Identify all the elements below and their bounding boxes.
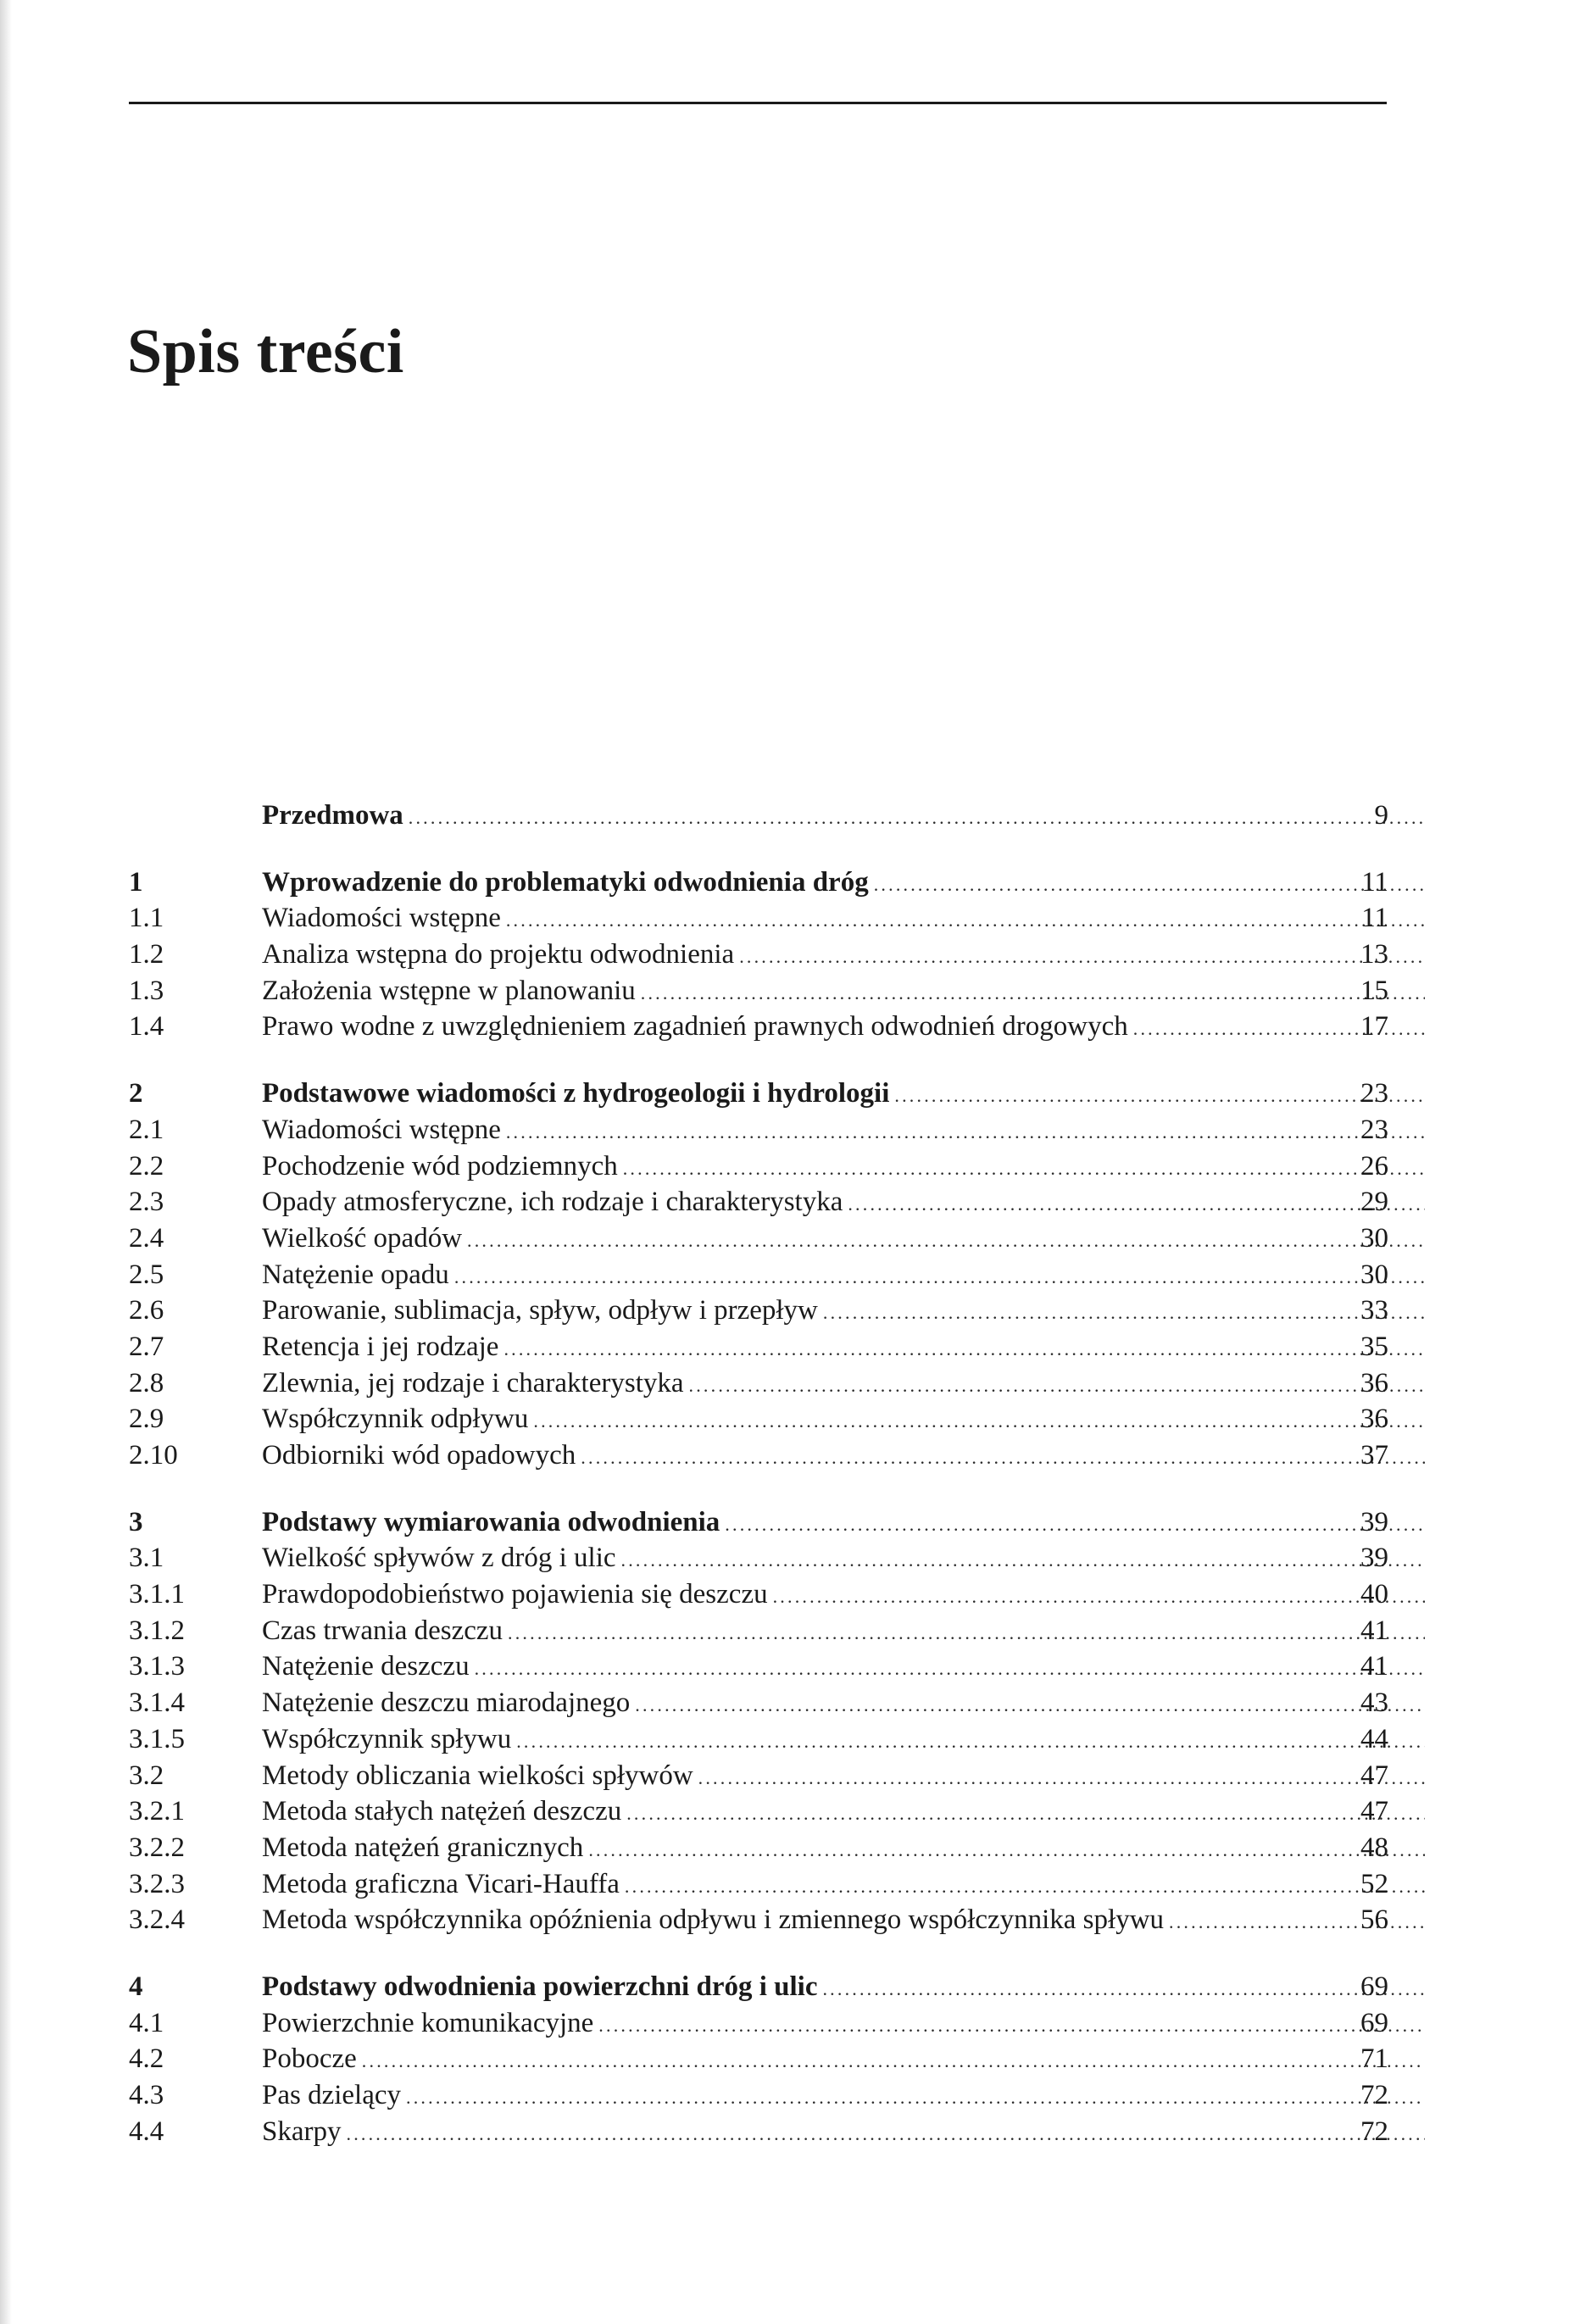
toc-section-row[interactable] (129, 2041, 1388, 2077)
toc-entry (262, 1076, 1425, 1115)
toc-chapter-row[interactable] (129, 1969, 1388, 2005)
toc-section-number: 4.3 (129, 2080, 164, 2110)
toc-page-number: 39 (1360, 1506, 1388, 1537)
toc-entry-title: Natężenie deszczu (262, 1651, 470, 1682)
toc-entry (262, 1184, 1425, 1223)
toc-page-number: 52 (1360, 1868, 1388, 1899)
toc-entry (262, 2005, 1425, 2044)
toc-entry (262, 1293, 1425, 1332)
toc-page-number: 11 (1361, 903, 1388, 934)
toc-entry (262, 1613, 1425, 1652)
toc-entry-title: Pobocze (262, 2043, 357, 2075)
toc-section-number: 3.1.2 (129, 1615, 185, 1646)
toc-section-number: 2.3 (129, 1187, 164, 1218)
dot-leader (739, 939, 1425, 976)
toc-entry (262, 1793, 1425, 1832)
toc-section-row[interactable] (129, 1184, 1388, 1220)
toc-section-row[interactable] (129, 1009, 1388, 1045)
toc-page-number: 26 (1360, 1150, 1388, 1181)
toc-page-number: 44 (1360, 1723, 1388, 1754)
toc-section-number: 3 (129, 1506, 143, 1537)
toc-section-number: 4.4 (129, 2116, 164, 2147)
table-of-contents (129, 798, 1388, 2149)
toc-entry (262, 865, 1425, 903)
toc-section-row[interactable] (129, 1721, 1388, 1758)
toc-section-number: 1 (129, 866, 143, 898)
toc-page-number: 47 (1360, 1760, 1388, 1791)
toc-page-number: 13 (1360, 939, 1388, 970)
toc-chapter-row[interactable] (129, 1504, 1388, 1541)
toc-section-number: 3.1.3 (129, 1651, 185, 1682)
toc-page-number: 40 (1360, 1579, 1388, 1610)
toc-entry-title: Prawo wodne z uwzględnieniem zagadnień prawnych odwodnień drogowych (262, 1011, 1128, 1042)
toc-entry-title: Wiadomości wstępne (262, 903, 501, 934)
toc-entry (262, 2114, 1425, 2153)
dot-leader (641, 976, 1425, 1012)
toc-page-number: 72 (1360, 2116, 1388, 2147)
toc-section-row[interactable] (129, 1220, 1388, 1257)
dot-leader (623, 1151, 1425, 1187)
toc-entry (262, 1830, 1425, 1869)
toc-page-number: 47 (1360, 1796, 1388, 1827)
toc-entry-title: Analiza wstępna do projektu odwodnienia (262, 939, 735, 970)
toc-entry-title: Podstawy odwodnienia powierzchni dróg i ulic (262, 1971, 818, 2002)
toc-entry-title: Skarpy (262, 2116, 342, 2147)
toc-entry-title: Retencja i jej rodzaje (262, 1331, 499, 1362)
toc-entry-title: Współczynnik odpływu (262, 1404, 529, 1435)
toc-page-number: 39 (1360, 1543, 1388, 1574)
toc-entry-title: Wielkość opadów (262, 1222, 463, 1254)
toc-page-number: 35 (1360, 1331, 1388, 1362)
dot-leader (598, 2008, 1425, 2044)
toc-section-row[interactable] (129, 1866, 1388, 1903)
dot-leader (347, 2116, 1426, 2153)
toc-page-number: 72 (1360, 2080, 1388, 2110)
toc-section-number: 3.1.5 (129, 1723, 185, 1754)
toc-section-number: 1.3 (129, 975, 164, 1006)
toc-section-row[interactable] (129, 1613, 1388, 1649)
toc-entry-title: Powierzchnie komunikacyjne (262, 2007, 594, 2038)
toc-entry (262, 1685, 1425, 1724)
toc-page-number: 23 (1360, 1114, 1388, 1145)
toc-entry (262, 1112, 1425, 1151)
toc-section-row[interactable] (129, 1148, 1388, 1185)
toc-entry (262, 2077, 1425, 2116)
dot-leader (823, 1295, 1425, 1332)
dot-leader (506, 1115, 1425, 1151)
dot-leader (454, 1259, 1425, 1296)
toc-section-number: 4.1 (129, 2007, 164, 2038)
toc-page-number: 48 (1360, 1832, 1388, 1863)
toc-entry (262, 1437, 1425, 1476)
toc-section-row[interactable] (129, 2005, 1388, 2042)
toc-page-number: 69 (1360, 2007, 1388, 2038)
dot-leader (848, 1187, 1425, 1223)
toc-section-row[interactable] (129, 2114, 1388, 2150)
dot-leader (406, 2080, 1425, 2116)
dot-leader (588, 1832, 1425, 1869)
toc-page-number: 9 (1374, 800, 1388, 831)
toc-entry-title: Metoda graficzna Vicari-Hauffa (262, 1868, 620, 1899)
toc-section-number: 3.1.1 (129, 1579, 185, 1610)
toc-chapter-row[interactable] (129, 865, 1388, 901)
toc-section-row[interactable] (129, 1293, 1388, 1329)
toc-page-number: 15 (1360, 975, 1388, 1006)
toc-section-number: 2.2 (129, 1150, 164, 1181)
dot-leader (506, 903, 1425, 939)
toc-entry (262, 1365, 1425, 1404)
toc-entry-title: Wiadomości wstępne (262, 1114, 501, 1145)
toc-chapter-row[interactable] (129, 1076, 1388, 1112)
toc-entry-title: Prawdopodobieństwo pojawienia się deszczu (262, 1579, 768, 1610)
toc-section-number: 3.1.4 (129, 1687, 185, 1719)
toc-page-number: 36 (1360, 1404, 1388, 1435)
dot-leader (467, 1223, 1425, 1259)
toc-section-number: 1.1 (129, 903, 164, 934)
toc-section-row[interactable] (129, 1902, 1388, 1938)
toc-entry-title: Natężenie deszczu miarodajnego (262, 1687, 631, 1719)
page-title: Spis treści (127, 317, 404, 386)
toc-entry-title: Podstawowe wiadomości z hydrogeologii i hydrologii (262, 1078, 890, 1109)
toc-entry-title: Pas dzielący (262, 2080, 402, 2110)
dot-leader (475, 1651, 1425, 1687)
toc-entry-title: Współczynnik spływu (262, 1723, 512, 1754)
toc-page-number: 17 (1360, 1011, 1388, 1042)
toc-section-number: 3.2 (129, 1760, 164, 1791)
toc-section-row[interactable] (129, 1685, 1388, 1721)
toc-entry (262, 1257, 1425, 1296)
dot-leader (362, 2043, 1425, 2080)
toc-page-number: 11 (1361, 866, 1388, 898)
dot-leader (725, 1507, 1425, 1543)
dot-leader (773, 1579, 1425, 1615)
toc-entry (262, 2041, 1425, 2080)
toc-entry-title: Metody obliczania wielkości spływów (262, 1760, 693, 1791)
toc-section-number: 1.4 (129, 1011, 164, 1042)
toc-chapter-row[interactable] (129, 798, 1388, 834)
toc-section-row[interactable] (129, 1401, 1388, 1437)
toc-entry-title: Założenia wstępne w planowaniu (262, 975, 636, 1006)
dot-leader (625, 1869, 1425, 1905)
toc-entry (262, 973, 1425, 1012)
toc-page-number: 71 (1360, 2043, 1388, 2075)
dot-leader (822, 1971, 1425, 2008)
toc-page-number: 30 (1360, 1222, 1388, 1254)
top-rule (129, 102, 1387, 104)
toc-entry (262, 1758, 1425, 1797)
toc-section-row[interactable] (129, 1112, 1388, 1148)
toc-section-number: 3.2.3 (129, 1868, 185, 1899)
toc-entry (262, 1401, 1425, 1440)
toc-entry (262, 1540, 1425, 1579)
toc-entry (262, 1148, 1425, 1187)
dot-leader (516, 1724, 1425, 1760)
toc-page-number: 69 (1360, 1971, 1388, 2002)
toc-section-number: 2.6 (129, 1295, 164, 1326)
toc-section-row[interactable] (129, 1365, 1388, 1402)
toc-entry-title: Metoda współczynnika opóźnienia odpływu i zmiennego współczynnika spływu (262, 1904, 1165, 1936)
toc-entry (262, 1648, 1425, 1687)
toc-entry-title: Zlewnia, jej rodzaje i charakterystyka (262, 1367, 684, 1398)
toc-page-number: 41 (1360, 1651, 1388, 1682)
toc-entry (262, 1329, 1425, 1368)
toc-section-row[interactable] (129, 900, 1388, 937)
toc-entry-title: Metoda stałych natężeń deszczu (262, 1796, 622, 1827)
dot-leader (894, 1078, 1425, 1115)
dot-leader (626, 1796, 1425, 1832)
toc-entry-title: Opady atmosferyczne, ich rodzaje i charakterystyka (262, 1187, 843, 1218)
toc-page-number: 29 (1360, 1187, 1388, 1218)
toc-entry-title: Odbiorniki wód opadowych (262, 1440, 576, 1471)
toc-entry (262, 900, 1425, 939)
dot-leader (533, 1404, 1425, 1440)
dot-leader (689, 1368, 1425, 1404)
toc-entry-title: Natężenie opadu (262, 1259, 449, 1290)
toc-section-number: 1.2 (129, 939, 164, 970)
toc-page-number: 23 (1360, 1078, 1388, 1109)
dot-leader (635, 1687, 1425, 1724)
toc-page-number: 36 (1360, 1367, 1388, 1398)
dot-leader (503, 1332, 1425, 1368)
toc-section-row[interactable] (129, 1758, 1388, 1794)
toc-entry (262, 1009, 1425, 1048)
toc-entry-title: Czas trwania deszczu (262, 1615, 503, 1646)
dot-leader (508, 1615, 1425, 1652)
toc-page-number: 56 (1360, 1904, 1388, 1936)
toc-section-row[interactable] (129, 1793, 1388, 1830)
toc-entry (262, 1721, 1425, 1760)
toc-section-number: 2.4 (129, 1222, 164, 1254)
toc-section-row[interactable] (129, 1329, 1388, 1365)
toc-entry (262, 1576, 1425, 1615)
toc-section-number: 4.2 (129, 2043, 164, 2075)
toc-entry (262, 1504, 1425, 1543)
toc-entry (262, 1220, 1425, 1259)
toc-section-number: 2.5 (129, 1259, 164, 1290)
toc-section-number: 3.2.2 (129, 1832, 185, 1863)
toc-page-number: 30 (1360, 1259, 1388, 1290)
toc-page-number: 41 (1360, 1615, 1388, 1646)
toc-entry-title: Parowanie, sublimacja, spływ, odpływ i przepływ (262, 1295, 818, 1326)
toc-section-number: 2.1 (129, 1114, 164, 1145)
toc-section-row[interactable] (129, 1437, 1388, 1474)
dot-leader (621, 1543, 1425, 1579)
dot-leader (581, 1440, 1425, 1476)
toc-section-number: 2 (129, 1078, 143, 1109)
toc-section-row[interactable] (129, 973, 1388, 1009)
toc-section-number: 2.8 (129, 1367, 164, 1398)
toc-section-number: 4 (129, 1971, 143, 2002)
toc-entry-title: Wprowadzenie do problematyki odwodnienia dróg (262, 866, 869, 898)
toc-page-number: 33 (1360, 1295, 1388, 1326)
toc-entry-title: Pochodzenie wód podziemnych (262, 1150, 618, 1181)
toc-page-number: 43 (1360, 1687, 1388, 1719)
toc-entry (262, 1866, 1425, 1905)
dot-leader (409, 800, 1425, 837)
toc-entry (262, 937, 1425, 976)
toc-section-row[interactable] (129, 1257, 1388, 1293)
toc-section-number: 2.7 (129, 1331, 164, 1362)
toc-section-number: 3.1 (129, 1543, 164, 1574)
toc-section-row[interactable] (129, 2077, 1388, 2114)
toc-section-number: 3.2.4 (129, 1904, 185, 1936)
dot-leader (698, 1760, 1425, 1797)
toc-section-row[interactable] (129, 937, 1388, 973)
scan-shadow (0, 0, 12, 2324)
toc-section-row[interactable] (129, 1576, 1388, 1613)
toc-entry-title: Przedmowa (262, 800, 403, 831)
toc-section-number: 2.9 (129, 1404, 164, 1435)
dot-leader (874, 867, 1425, 903)
toc-entry (262, 798, 1425, 837)
toc-section-row[interactable] (129, 1830, 1388, 1866)
toc-section-number: 2.10 (129, 1440, 178, 1471)
toc-entry (262, 1902, 1425, 1941)
toc-entry-title: Podstawy wymiarowania odwodnienia (262, 1506, 720, 1537)
toc-page-number: 37 (1360, 1440, 1388, 1471)
toc-section-number: 3.2.1 (129, 1796, 185, 1827)
toc-section-row[interactable] (129, 1648, 1388, 1685)
toc-entry-title: Wielkość spływów z dróg i ulic (262, 1543, 616, 1574)
toc-entry (262, 1969, 1425, 2008)
toc-section-row[interactable] (129, 1540, 1388, 1576)
toc-entry-title: Metoda natężeń granicznych (262, 1832, 584, 1863)
